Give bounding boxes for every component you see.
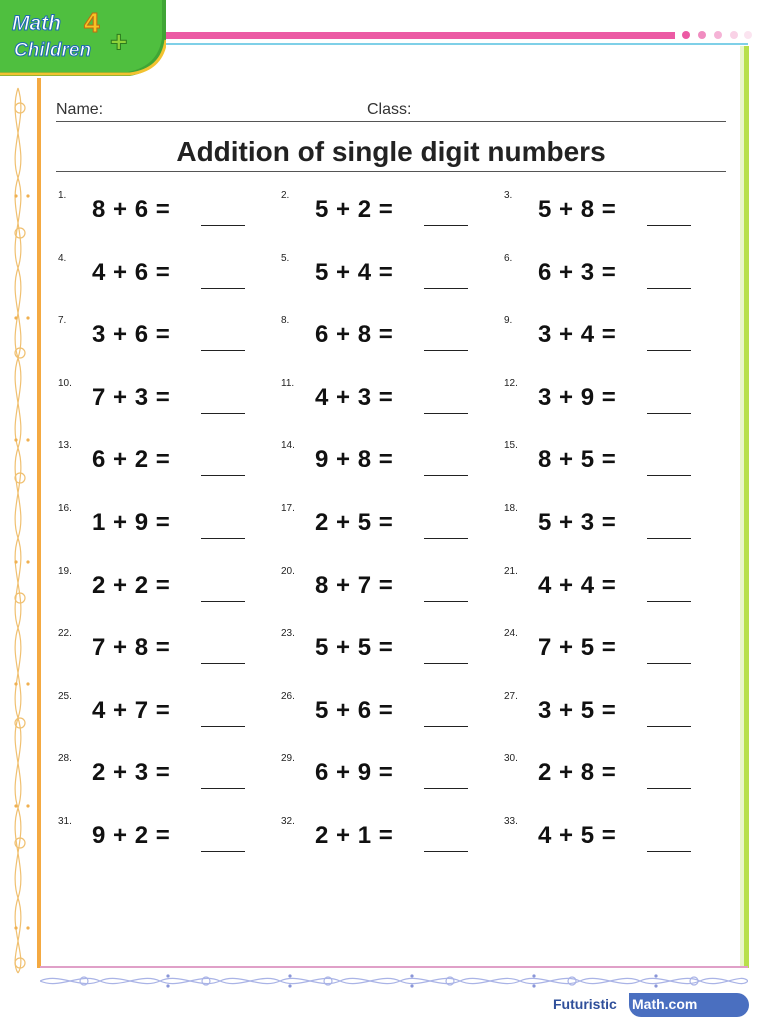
problem-expression: 7 + 8 =	[92, 634, 171, 662]
right-green-border	[744, 46, 749, 968]
logo-text-line1: Math	[12, 12, 61, 35]
problem-number: 4.	[58, 252, 67, 264]
problem-number: 22.	[58, 628, 72, 640]
problem-number: 17.	[281, 503, 295, 514]
bottom-pink-rule	[40, 966, 748, 968]
problem-expression: 2 + 5 =	[315, 509, 394, 536]
answer-blank[interactable]	[647, 350, 691, 351]
problem-item	[58, 563, 268, 603]
problem-expression: 2 + 8 =	[538, 759, 617, 787]
problem-expression: 5 + 2 =	[315, 196, 394, 223]
problem-expression: 5 + 8 =	[538, 196, 617, 223]
answer-blank[interactable]	[424, 288, 468, 289]
logo-plus: +	[110, 26, 128, 59]
answer-blank[interactable]	[647, 413, 691, 414]
problem-item	[504, 312, 714, 352]
problem-item	[58, 250, 268, 290]
problem-number: 29.	[281, 753, 295, 765]
problem-item	[504, 750, 714, 790]
problem-item	[281, 375, 491, 415]
problem-number: 12.	[504, 377, 518, 389]
problem-item	[58, 312, 268, 352]
problem-expression: 6 + 9 =	[315, 759, 394, 787]
logo-digit: 4	[84, 7, 100, 38]
problem-number: 14.	[281, 440, 295, 452]
problem-item	[58, 500, 268, 540]
answer-blank[interactable]	[424, 225, 468, 226]
answer-blank[interactable]	[201, 851, 245, 852]
problem-number: 16.	[58, 503, 72, 514]
answer-blank[interactable]	[201, 788, 245, 789]
answer-blank[interactable]	[647, 726, 691, 727]
left-ornament-border	[0, 78, 36, 978]
problem-item	[281, 688, 491, 728]
problem-number: 18.	[504, 503, 518, 514]
answer-blank[interactable]	[424, 601, 468, 602]
problem-expression: 4 + 5 =	[538, 822, 617, 849]
problem-item	[504, 563, 714, 603]
bottom-ornament-border	[40, 970, 748, 992]
problem-expression: 3 + 5 =	[538, 696, 617, 724]
answer-blank[interactable]	[424, 538, 468, 539]
answer-blank[interactable]	[201, 288, 245, 289]
problem-expression: 5 + 4 =	[315, 258, 394, 286]
problem-number: 19.	[58, 565, 72, 577]
problem-item	[504, 813, 714, 853]
problem-number: 31.	[58, 816, 72, 827]
answer-blank[interactable]	[201, 413, 245, 414]
problem-item	[58, 187, 268, 227]
worksheet-title: Addition of single digit numbers	[176, 136, 606, 167]
answer-blank[interactable]	[201, 538, 245, 539]
answer-blank[interactable]	[201, 350, 245, 351]
answer-blank[interactable]	[647, 538, 691, 539]
problem-number: 2.	[281, 190, 290, 201]
answer-blank[interactable]	[647, 475, 691, 476]
problem-number: 5.	[281, 252, 290, 264]
problem-number: 7.	[58, 315, 67, 327]
problem-item	[281, 187, 491, 227]
answer-blank[interactable]	[424, 663, 468, 664]
name-class-line[interactable]	[56, 121, 726, 122]
problem-number: 27.	[504, 690, 518, 702]
answer-blank[interactable]	[424, 413, 468, 414]
problem-number: 1.	[58, 190, 67, 201]
problem-number: 20.	[281, 565, 295, 577]
name-label: Name:	[56, 101, 104, 118]
problem-expression: 7 + 5 =	[538, 634, 617, 662]
answer-blank[interactable]	[201, 726, 245, 727]
problem-number: 13.	[58, 440, 72, 452]
problem-item	[281, 250, 491, 290]
problem-expression: 6 + 8 =	[315, 321, 394, 349]
footer-brand[interactable]	[553, 993, 749, 1019]
problem-item	[281, 563, 491, 603]
answer-blank[interactable]	[647, 663, 691, 664]
problem-number: 8.	[281, 315, 290, 327]
problem-item	[281, 500, 491, 540]
problem-item	[504, 375, 714, 415]
problem-expression: 9 + 8 =	[315, 446, 394, 474]
problem-number: 24.	[504, 628, 518, 640]
problem-expression: 5 + 5 =	[315, 634, 394, 662]
problem-expression: 4 + 6 =	[92, 258, 171, 286]
problem-item	[58, 688, 268, 728]
problem-expression: 8 + 6 =	[92, 196, 171, 223]
problem-expression: 1 + 9 =	[92, 509, 171, 536]
problem-item	[58, 437, 268, 477]
problem-number: 3.	[504, 190, 513, 201]
left-orange-border	[37, 78, 41, 968]
problem-number: 10.	[58, 377, 72, 389]
problem-item	[504, 625, 714, 665]
problem-item	[58, 750, 268, 790]
answer-blank[interactable]	[424, 350, 468, 351]
problem-expression: 6 + 2 =	[92, 446, 171, 474]
problem-number: 21.	[504, 565, 518, 577]
problem-number: 32.	[281, 816, 295, 827]
answer-blank[interactable]	[201, 601, 245, 602]
problem-expression: 6 + 3 =	[538, 258, 617, 286]
answer-blank[interactable]	[647, 788, 691, 789]
problem-item	[58, 375, 268, 415]
problem-expression: 3 + 4 =	[538, 321, 617, 349]
answer-blank[interactable]	[647, 225, 691, 226]
problem-number: 28.	[58, 753, 72, 765]
title-underline	[56, 171, 726, 172]
problem-number: 23.	[281, 628, 295, 640]
problem-number: 11.	[281, 377, 295, 389]
problem-expression: 5 + 3 =	[538, 509, 617, 536]
problem-expression: 4 + 7 =	[92, 696, 171, 724]
logo-text-line2: Children	[14, 40, 92, 61]
brand-pill-background	[629, 993, 749, 1017]
problem-number: 33.	[504, 816, 518, 827]
class-label: Class:	[367, 101, 412, 118]
answer-blank[interactable]	[647, 851, 691, 852]
problem-expression: 2 + 3 =	[92, 759, 171, 787]
answer-blank[interactable]	[424, 851, 468, 852]
problem-item	[504, 250, 714, 290]
problem-item	[504, 437, 714, 477]
problem-expression: 8 + 5 =	[538, 446, 617, 474]
problem-item	[58, 625, 268, 665]
problem-item	[281, 437, 491, 477]
problem-expression: 4 + 4 =	[538, 571, 617, 599]
brand-name: Futuristic	[553, 996, 617, 1012]
problem-number: 30.	[504, 753, 518, 765]
answer-blank[interactable]	[201, 475, 245, 476]
answer-blank[interactable]	[424, 475, 468, 476]
site-logo	[0, 0, 166, 78]
top-cyan-rule	[160, 43, 748, 45]
problem-expression: 4 + 3 =	[315, 383, 394, 411]
problem-number: 25.	[58, 690, 72, 702]
problem-item	[58, 813, 268, 853]
problem-expression: 3 + 9 =	[538, 383, 617, 411]
top-pink-rule	[160, 32, 675, 39]
problem-number: 9.	[504, 315, 513, 327]
answer-blank[interactable]	[201, 663, 245, 664]
problem-item	[504, 187, 714, 227]
answer-blank[interactable]	[201, 225, 245, 226]
problem-item	[281, 625, 491, 665]
brand-domain: Math.com	[632, 996, 698, 1012]
problem-item	[504, 688, 714, 728]
problem-item	[504, 500, 714, 540]
problem-expression: 3 + 6 =	[92, 321, 171, 349]
answer-blank[interactable]	[647, 288, 691, 289]
problem-item	[281, 813, 491, 853]
answer-blank[interactable]	[647, 601, 691, 602]
problem-expression: 5 + 6 =	[315, 696, 394, 724]
problem-expression: 7 + 3 =	[92, 383, 171, 411]
problem-item	[281, 750, 491, 790]
problem-number: 26.	[281, 690, 295, 702]
answer-blank[interactable]	[424, 788, 468, 789]
problem-number: 6.	[504, 252, 513, 264]
problem-expression: 2 + 1 =	[315, 822, 394, 849]
problem-item	[281, 312, 491, 352]
answer-blank[interactable]	[424, 726, 468, 727]
problem-expression: 2 + 2 =	[92, 571, 171, 599]
problem-expression: 9 + 2 =	[92, 822, 171, 849]
problem-expression: 8 + 7 =	[315, 571, 394, 599]
problem-number: 15.	[504, 440, 518, 452]
